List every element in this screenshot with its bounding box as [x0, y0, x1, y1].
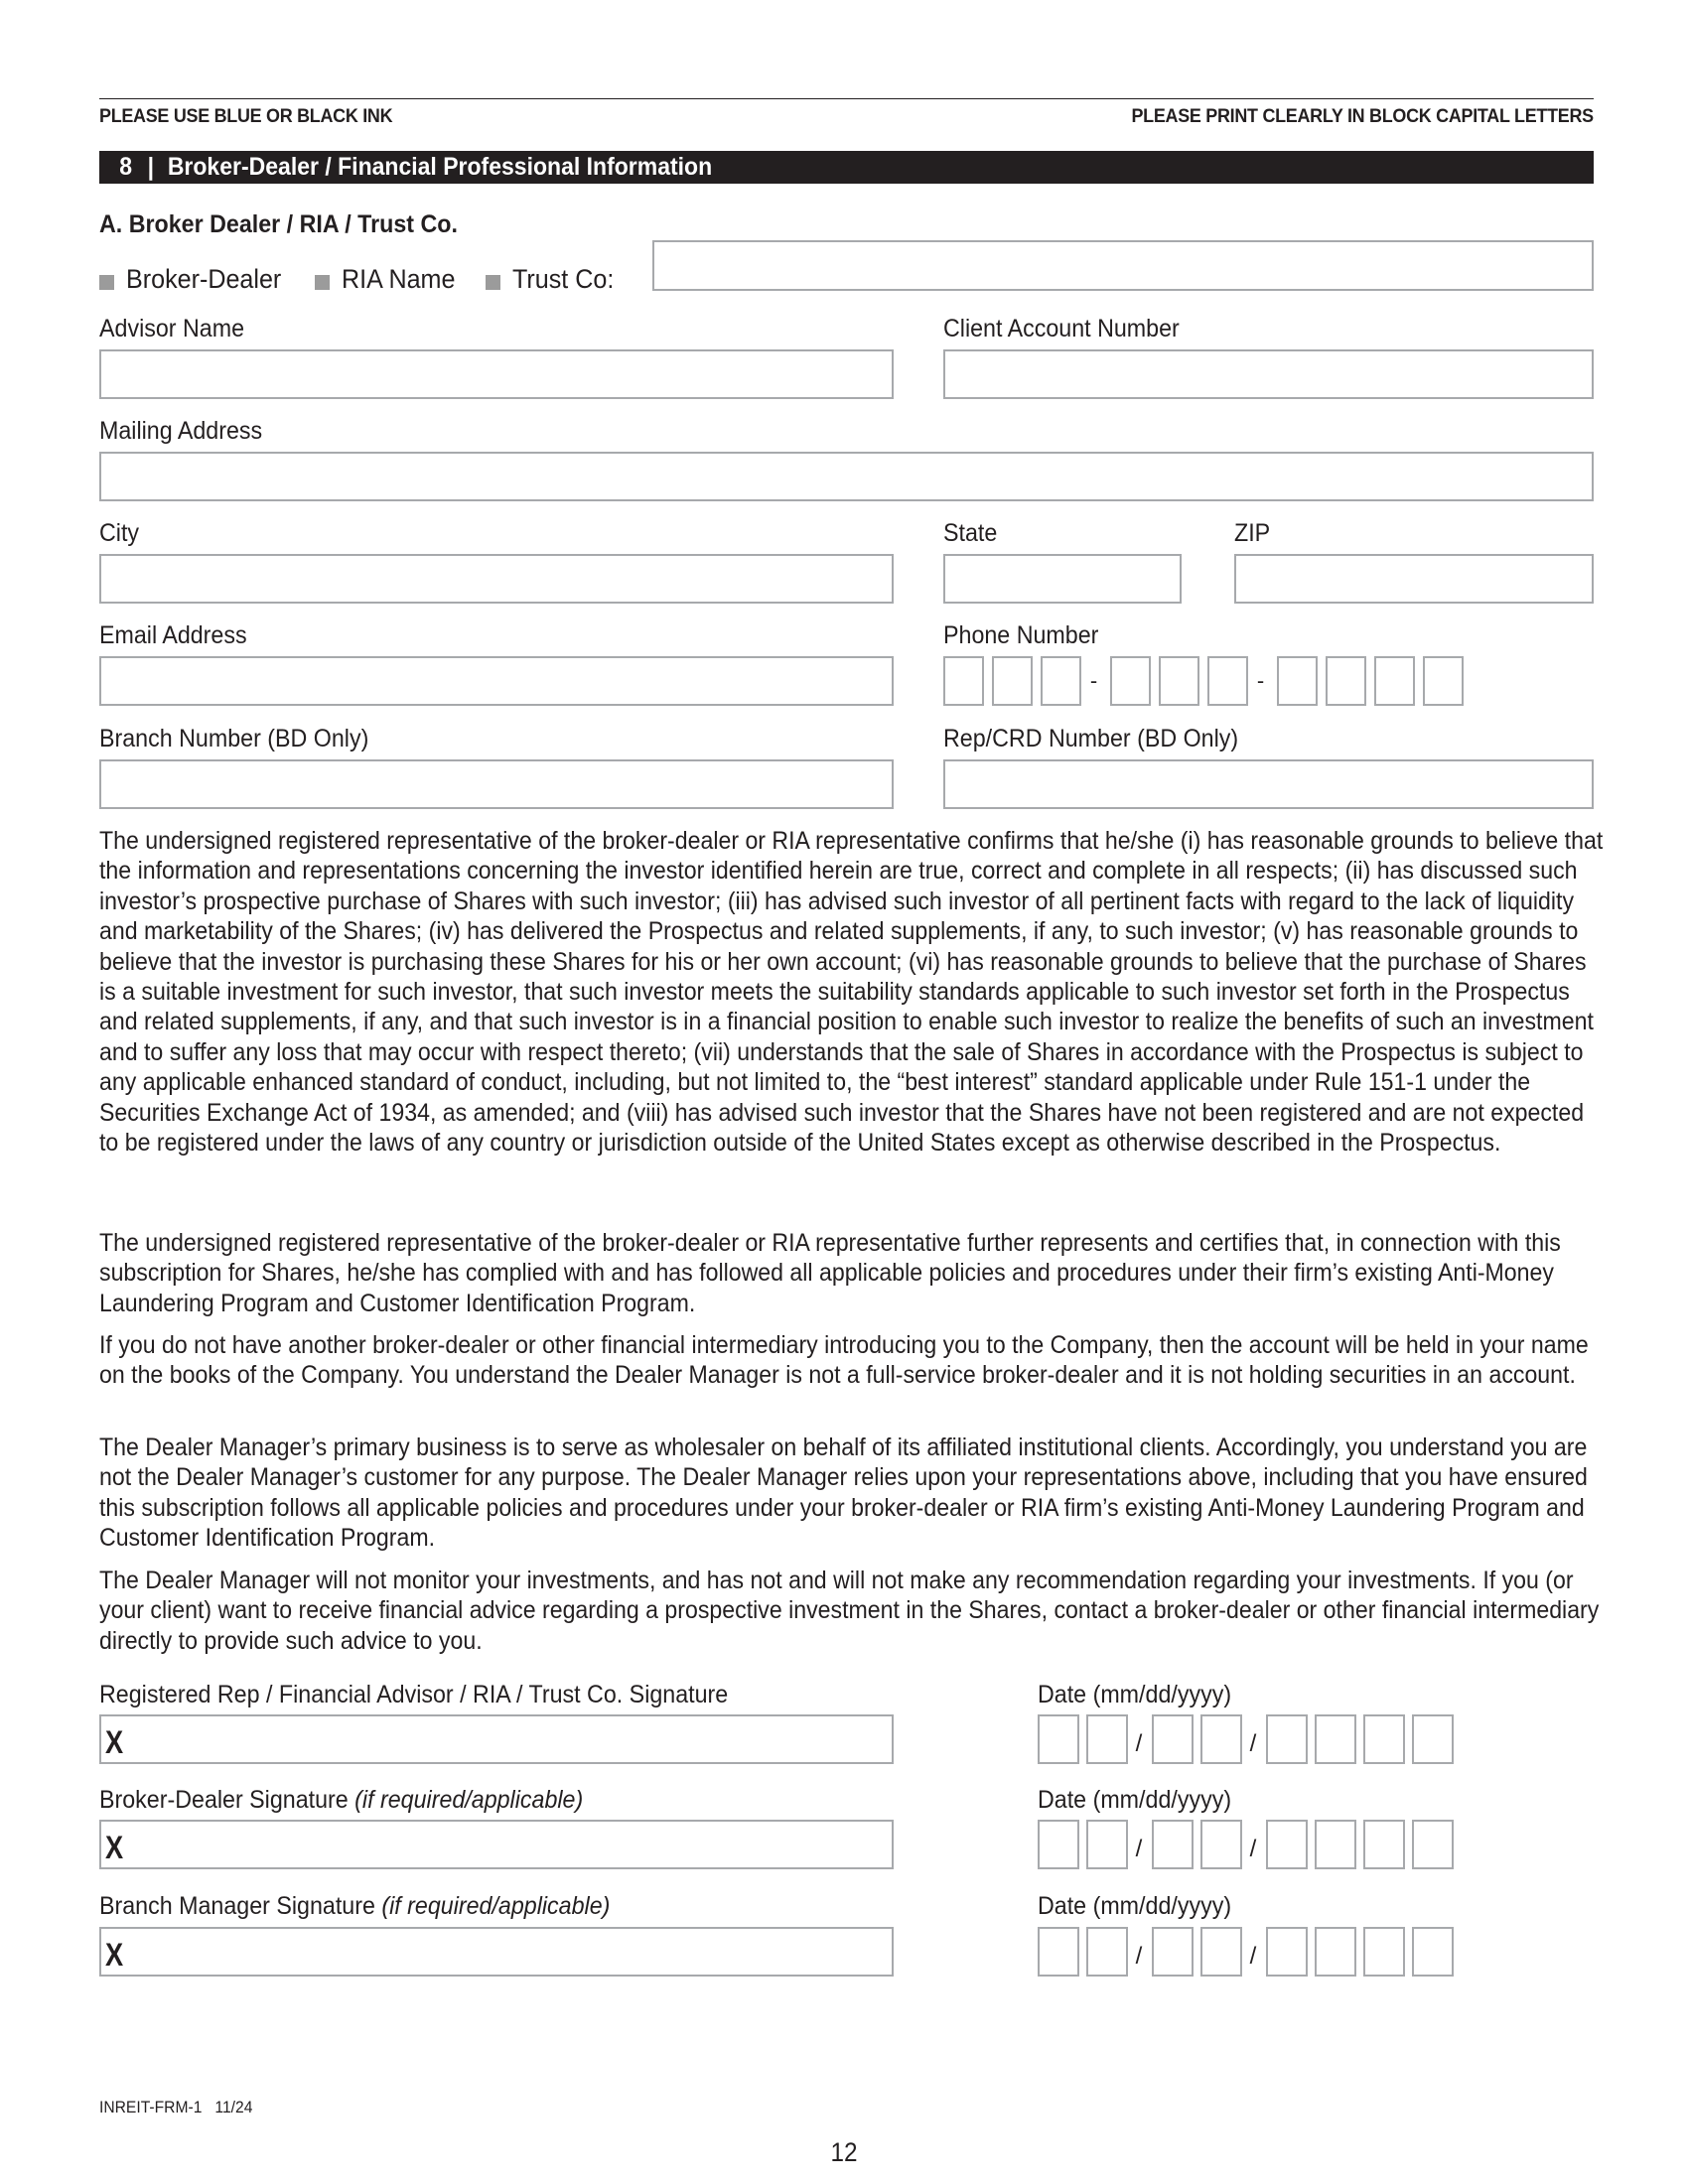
- date-1-year-1[interactable]: [1266, 1714, 1308, 1764]
- phone-digit-9[interactable]: [1374, 656, 1415, 706]
- date-3-year-4[interactable]: [1412, 1927, 1454, 1977]
- date-separator: /: [1249, 1730, 1257, 1757]
- date-1-month-2[interactable]: [1086, 1714, 1128, 1764]
- date-2-month-2[interactable]: [1086, 1820, 1128, 1869]
- certification-paragraph-2: The undersigned registered representative of the broker-dealer or RIA representative further represents and certifies that, in connection with this subscription for Shares, he/she has complied with and has followed all applicable policies and procedures under their firm’s existing Anti-Money Laundering Program and Customer Identification Program.: [99, 1229, 1561, 1317]
- option-label: RIA Name: [342, 264, 456, 294]
- date-3-label: Date (mm/dd/yyyy): [1038, 1892, 1232, 1920]
- date-2-day-1[interactable]: [1152, 1820, 1194, 1869]
- date-separator: /: [1135, 1943, 1143, 1970]
- checkbox-ria-name[interactable]: [315, 275, 330, 290]
- date-1-day-2[interactable]: [1200, 1714, 1242, 1764]
- email-input[interactable]: [99, 656, 894, 706]
- date-2-month-1[interactable]: [1038, 1820, 1079, 1869]
- section-number: 8: [119, 153, 133, 181]
- state-label: State: [943, 519, 998, 547]
- section-title: Broker-Dealer / Financial Professional Information: [167, 153, 713, 181]
- date-1-year-2[interactable]: [1315, 1714, 1356, 1764]
- date-3-year-1[interactable]: [1266, 1927, 1308, 1977]
- phone-digit-1[interactable]: [943, 656, 984, 706]
- signature-2-qualifier: (if required/applicable): [354, 1786, 584, 1814]
- phone-separator: -: [1089, 668, 1098, 693]
- phone-digit-4[interactable]: [1110, 656, 1151, 706]
- phone-digit-10[interactable]: [1423, 656, 1464, 706]
- zip-input[interactable]: [1234, 554, 1594, 604]
- option-label: Trust Co:: [512, 264, 615, 294]
- date-3-month-1[interactable]: [1038, 1927, 1079, 1977]
- date-3-day-2[interactable]: [1200, 1927, 1242, 1977]
- date-2-year-2[interactable]: [1315, 1820, 1356, 1869]
- signature-1-label: [99, 1680, 728, 1709]
- account-holding-paragraph: If you do not have another broker-dealer or other financial intermediary introducing you to the Company, then the account will be held in your name on the books of the Company. You understand the Dealer Manager is not a full-service broker-dealer and it is not holding securities in an account.: [99, 1331, 1589, 1390]
- client-account-label: Client Account Number: [943, 315, 1180, 342]
- date-separator: /: [1135, 1730, 1143, 1757]
- date-separator: /: [1249, 1836, 1257, 1862]
- city-label: City: [99, 519, 140, 547]
- phone-digit-2[interactable]: [992, 656, 1033, 706]
- rep-crd-input[interactable]: [943, 759, 1594, 809]
- date-3-day-1[interactable]: [1152, 1927, 1194, 1977]
- section-header: [99, 151, 1594, 184]
- date-1-month-1[interactable]: [1038, 1714, 1079, 1764]
- phone-digit-5[interactable]: [1159, 656, 1199, 706]
- signature-1-title: Registered Rep / Financial Advisor / RIA / Trust Co. Signature: [99, 1681, 729, 1708]
- zip-label: ZIP: [1234, 519, 1271, 547]
- mailing-address-input[interactable]: [99, 452, 1594, 501]
- phone-label: Phone Number: [943, 621, 1099, 649]
- phone-separator: -: [1256, 668, 1265, 693]
- option-ria-name[interactable]: [315, 264, 464, 295]
- date-1-year-4[interactable]: [1412, 1714, 1454, 1764]
- date-2-day-2[interactable]: [1200, 1820, 1242, 1869]
- advisor-name-label: Advisor Name: [99, 315, 245, 342]
- email-label: Email Address: [99, 621, 247, 649]
- subsection-title: A. Broker Dealer / RIA / Trust Co.: [99, 210, 458, 238]
- option-trust-co[interactable]: [486, 264, 622, 295]
- signature-3-qualifier: (if required/applicable): [381, 1892, 611, 1920]
- option-broker-dealer[interactable]: [99, 264, 293, 295]
- branch-number-input[interactable]: [99, 759, 894, 809]
- date-1-label: Date (mm/dd/yyyy): [1038, 1681, 1232, 1708]
- date-3-year-2[interactable]: [1315, 1927, 1356, 1977]
- date-2-field: [1038, 1820, 1461, 1879]
- phone-digit-3[interactable]: [1041, 656, 1081, 706]
- top-rule: [99, 98, 1594, 99]
- sign-here-x-icon: X: [105, 1937, 124, 1973]
- rep-crd-label: Rep/CRD Number (BD Only): [943, 725, 1239, 752]
- form-code: INREIT-FRM-1 11/24: [99, 2098, 253, 2116]
- signature-3-label: [99, 1891, 610, 1921]
- date-2-year-4[interactable]: [1412, 1820, 1454, 1869]
- city-input[interactable]: [99, 554, 894, 604]
- date-2-year-1[interactable]: [1266, 1820, 1308, 1869]
- entity-name-input[interactable]: [652, 240, 1594, 291]
- phone-digit-6[interactable]: [1207, 656, 1248, 706]
- signature-2-input[interactable]: [99, 1820, 894, 1869]
- date-3-year-3[interactable]: [1363, 1927, 1405, 1977]
- date-1-field: [1038, 1714, 1461, 1774]
- state-input[interactable]: [943, 554, 1182, 604]
- page-number: 12: [830, 2137, 858, 2167]
- date-2-label: Date (mm/dd/yyyy): [1038, 1786, 1232, 1814]
- section-divider: |: [147, 153, 155, 181]
- date-1-day-1[interactable]: [1152, 1714, 1194, 1764]
- phone-digit-8[interactable]: [1326, 656, 1366, 706]
- phone-number-field: [943, 656, 1472, 706]
- date-2-year-3[interactable]: [1363, 1820, 1405, 1869]
- checkbox-broker-dealer[interactable]: [99, 275, 114, 290]
- signature-3-input[interactable]: [99, 1927, 894, 1977]
- client-account-input[interactable]: [943, 349, 1594, 399]
- signature-3-title: Branch Manager Signature: [99, 1892, 375, 1920]
- signature-2-label: [99, 1785, 583, 1815]
- date-separator: /: [1135, 1836, 1143, 1862]
- entity-type-options: [99, 264, 643, 295]
- checkbox-trust-co[interactable]: [486, 275, 500, 290]
- signature-1-input[interactable]: [99, 1714, 894, 1764]
- date-separator: /: [1249, 1943, 1257, 1970]
- date-3-field: [1038, 1927, 1461, 1986]
- branch-number-label: Branch Number (BD Only): [99, 725, 369, 752]
- certification-paragraph-1: The undersigned registered representative of the broker-dealer or RIA representative confirms that he/she (i) has reasonable grounds to believe that the information and representations concerning the investor identified herein are true, correct and complete in all respects; (ii) has discussed such investor’s prospective purchase of Shares with such investor; (iii) has advised such investor of all pertinent facts with regard to the lack of liquidity and marketability of the Shares; (iv) has delivered the Prospectus and related supplements, if any, to such investor; (v) has reasonable grounds to believe that the investor is purchasing these Shares for his or her own account; (vi) has reasonable grounds to believe that the purchase of Shares is a suitable investment for such investor, that such investor meets the suitability standards applicable to such investor set forth in the Prospectus and related supplements, if any, and that such investor is in a financial position to enable such investor to realize the benefits of such an investment and to suffer any loss that may occur with respect thereto; (vii) understands that the sale of Shares in accordance with the Prospectus is subject to any applicable enhanced standard of conduct, including, but not limited to, the “best interest” standard applicable under Rule 151-1 under the Securities Exchange Act of 1934, as amended; and (viii) has advised such investor that the Shares have not been registered and are not expected to be registered under the laws of any country or jurisdiction outside of the United States except as otherwise described in the Prospectus.: [99, 827, 1604, 1158]
- sign-here-x-icon: X: [105, 1724, 124, 1760]
- signature-2-title: Broker-Dealer Signature: [99, 1786, 349, 1814]
- sign-here-x-icon: X: [105, 1830, 124, 1865]
- option-label: Broker-Dealer: [126, 264, 282, 294]
- no-monitoring-paragraph: The Dealer Manager will not monitor your investments, and has not and will not make any recommendation regarding your investments. If you (or your client) want to receive financial advice regarding a prospective investment in the Shares, contact a broker-dealer or other financial intermediary directly to provide such advice to you.: [99, 1567, 1600, 1655]
- dealer-manager-role-paragraph: The Dealer Manager’s primary business is to serve as wholesaler on behalf of its affiliated institutional clients. Accordingly, you understand you are not the Dealer Manager’s customer for any purpose. The Dealer Manager relies upon your representations above, including that you have ensured this subscription follows all applicable policies and procedures under your broker-dealer or RIA firm’s existing Anti-Money Laundering Program and Customer Identification Program.: [99, 1433, 1588, 1553]
- phone-digit-7[interactable]: [1277, 656, 1318, 706]
- print-instruction: PLEASE PRINT CLEARLY IN BLOCK CAPITAL LETTERS: [1131, 105, 1594, 127]
- mailing-address-label: Mailing Address: [99, 417, 263, 445]
- date-3-month-2[interactable]: [1086, 1927, 1128, 1977]
- date-1-year-3[interactable]: [1363, 1714, 1405, 1764]
- ink-instruction: PLEASE USE BLUE OR BLACK INK: [99, 105, 393, 127]
- advisor-name-input[interactable]: [99, 349, 894, 399]
